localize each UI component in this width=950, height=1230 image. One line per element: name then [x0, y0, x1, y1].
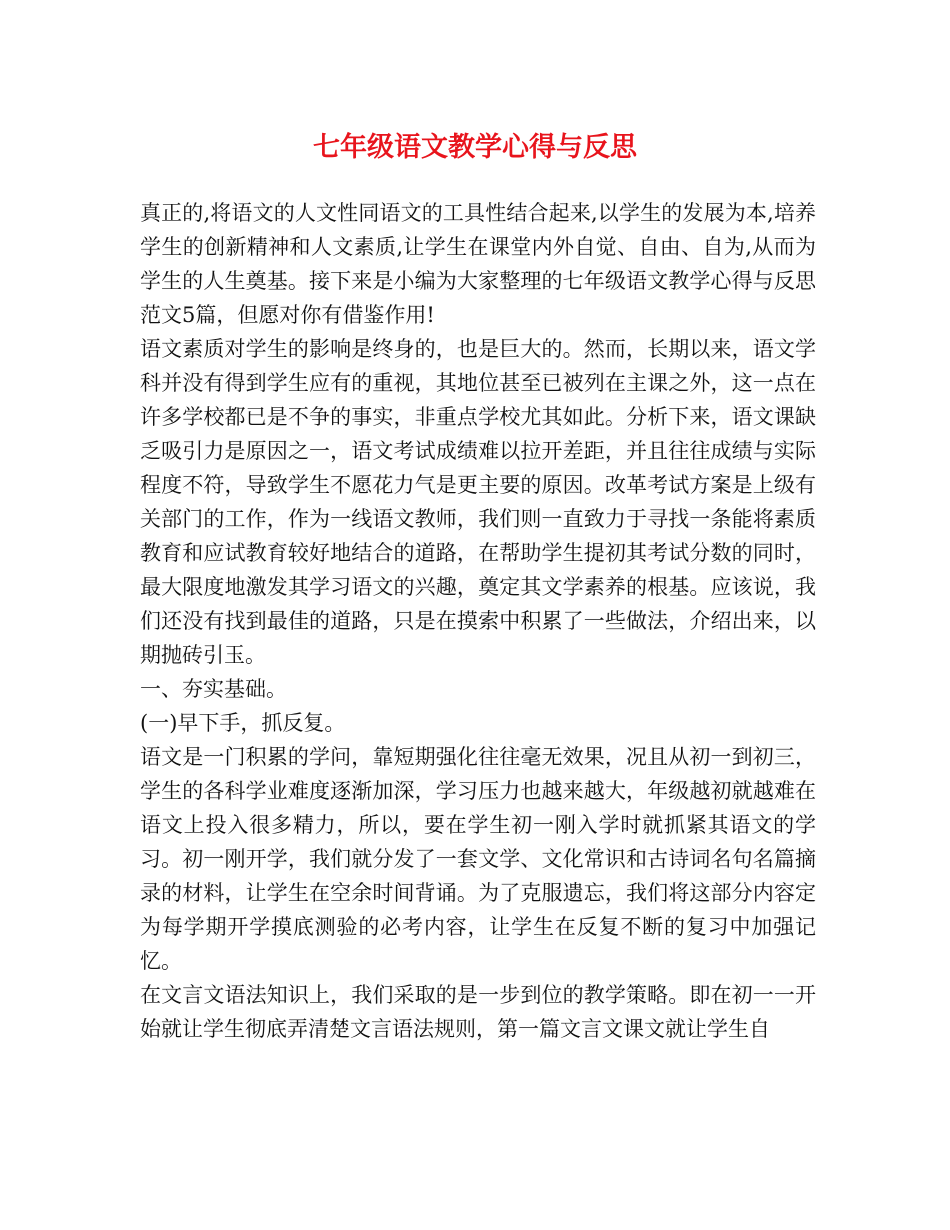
document-title: 七年级语文教学心得与反思: [313, 132, 637, 163]
paragraph-intro: 真正的,将语文的人文性同语文的工具性结合起来,以学生的发展为本,培养学生的创新精神和人文素质,让学生在课堂内外自觉、自由、自为,从而为学生的人生奠基。接下来是小编为大家整理的七年级语文教学心得与反思范文5篇，但愿对你有借鉴作用!: [140, 201, 816, 327]
paragraph-grammar: 在文言文语法知识上，我们采取的是一步到位的教学策略。即在初一一开始就让学生彻底弄清楚文言语法规则，第一篇文言文课文就让学生自: [140, 983, 816, 1041]
paragraph-accumulation: 语文是一门积累的学问，靠短期强化往往毫无效果，况且从初一到初三，学生的各科学业难度逐渐加深，学习压力也越来越大，年级越初就越难在语文上投入很多精力，所以，要在学生初一刚入学时就抓紧其语文的学习。初一刚开学，我们就分发了一套文学、文化常识和古诗词名句名篇摘录的材料，让学生在空余时间背诵。为了克服遗忘，我们将这部分内容定为每学期开学摸底测验的必考内容，让学生在反复不断的复习中加强记忆。: [140, 745, 816, 973]
paragraph-background: 语文素质对学生的影响是终身的，也是巨大的。然而，长期以来，语文学科并没有得到学生应有的重视，其地位甚至已被列在主课之外，这一点在许多学校都已是不争的事实，非重点学校尤其如此。分析下来，语文课缺乏吸引力是原因之一，语文考试成绩难以拉开差距，并且往往成绩与实际程度不符，导致学生不愿花力气是更主要的原因。改革考试方案是上级有关部门的工作，作为一线语文教师，我们则一直致力于寻找一条能将素质教育和应试教育较好地结合的道路，在帮助学生提初其考试分数的同时，最大限度地激发其学习语文的兴趣，奠定其文学素养的根基。应该说，我们还没有找到最佳的道路，只是在摸索中积累了一些做法，介绍出来，以期抛砖引玉。: [140, 337, 816, 667]
section-heading: 一、夯实基础。: [140, 677, 287, 701]
subsection-heading: (一)早下手，抓反复。: [140, 711, 346, 735]
document-body: [140, 196, 816, 1046]
